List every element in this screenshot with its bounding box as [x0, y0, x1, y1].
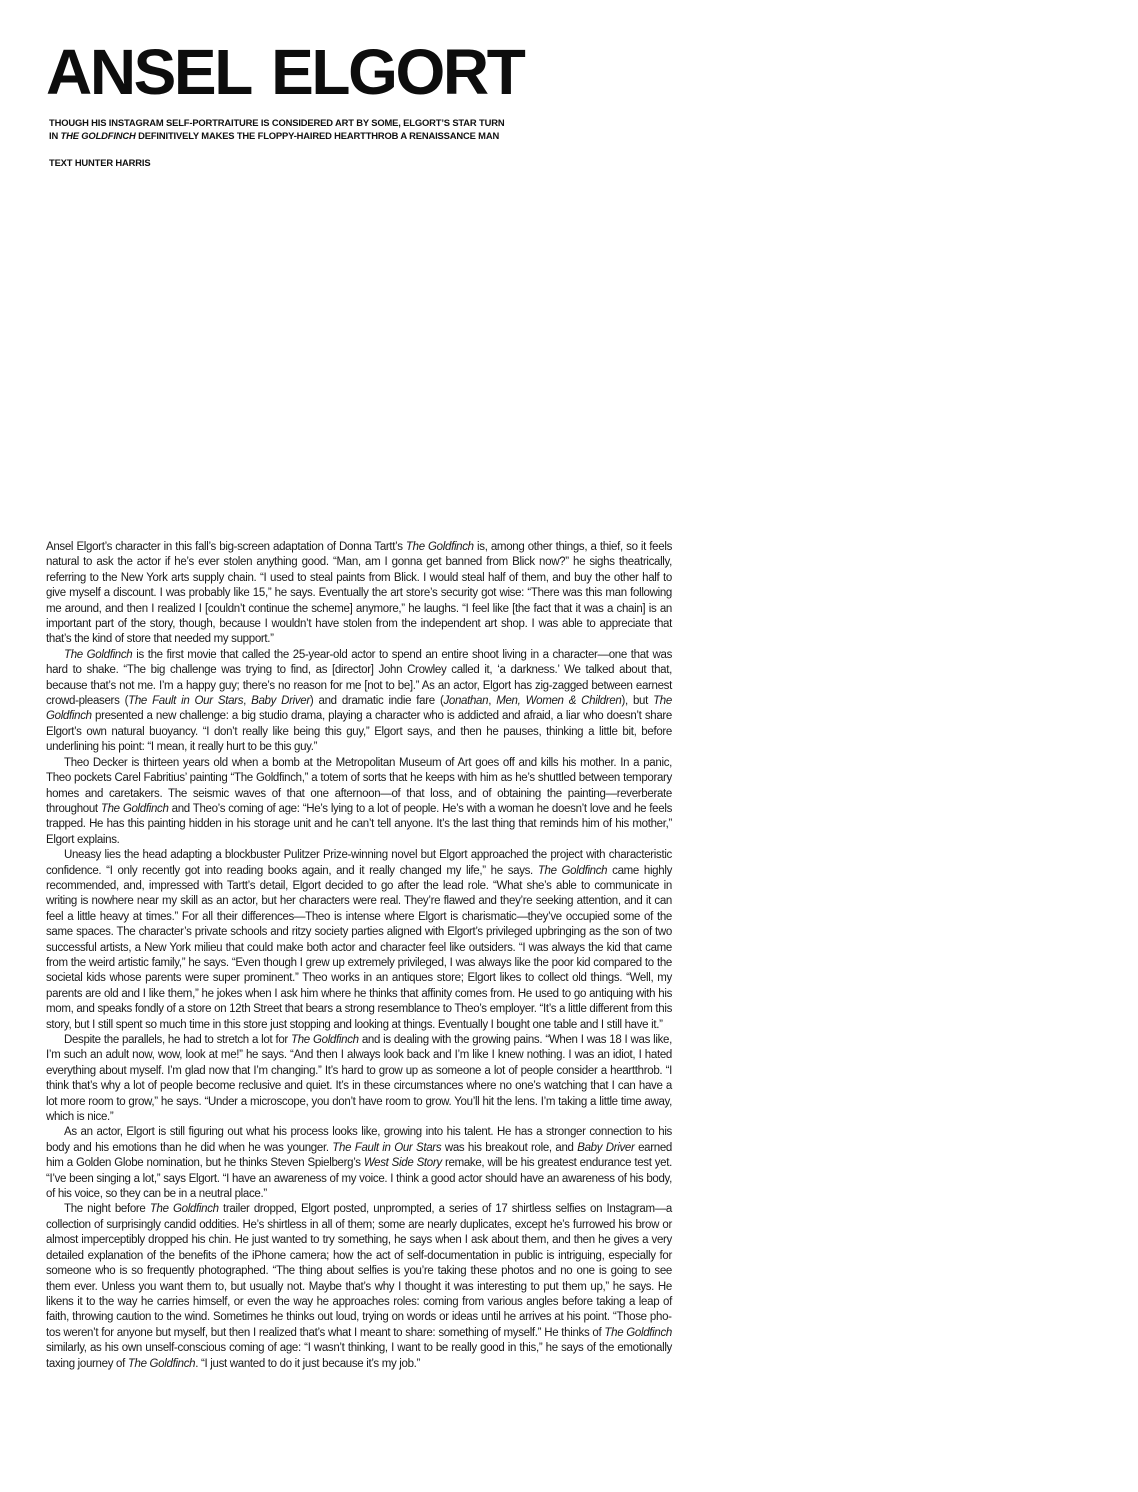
italic-title: The Goldfinch [604, 1326, 673, 1339]
text-run: ) and dramatic indie fare ( [309, 695, 444, 708]
article-paragraph [46, 1125, 672, 1202]
italic-title: The Goldfinch [127, 1357, 196, 1370]
text-run: Ansel Elgort’s character in this fall’s big-screen adaptation of Donna Tartt’s [46, 541, 406, 553]
dek-line-2-prefix: IN [49, 129, 61, 141]
italic-title: Baby Driver [251, 695, 310, 708]
italic-title: The Goldfinch [64, 648, 133, 661]
article-body [46, 540, 672, 1372]
italic-title: The Goldfinch [291, 1034, 359, 1046]
text-run: and is dealing with the growing pains. “When I was 18 I was like, I’m such an adult now, wow, look at me!” he says. “And then I always look back and I’m like I knew nothing. I was an idiot, I hated everything about myself. I’m glad now that I’m changing.” It’s hard to grow up as someone a lot of people consider a heartthrob. “I think that’s why a lot of people become reclusive and quiet. It’s in these circumstances where no one’s watching that I can have a lot more room to grow,” he says. “Under a microscope, you don’t have room to grow. You’ll hit the lens. I’m taking a little time away, which is nice.” [46, 1034, 672, 1124]
italic-title: Men, Women & Children [496, 695, 622, 708]
text-run: , [243, 695, 252, 708]
article-paragraph [46, 1202, 672, 1371]
byline: TEXT HUNTER HARRIS [49, 157, 151, 168]
text-run: is, among other things, a thief, so it feels natural to ask the actor if he’s ever stolen anything good. “Man, am I gonna get banned from Blick now?” he sighs theatrically, referring to the New York arts supply chain. “I used to steal paints from Blick. I would steal half of them, and buy the other half to give myself a discount. I was probably like 15,” he says. Eventually the art store’s security got wise: “There was this man following me around, and then I realized I [couldn’t continue the scheme] anymore,” he laughs. “I feel like [the fact that it was a chain] is an important part of the story, though, because I wouldn’t have stolen from the independent art shop. I was able to appreciate that that’s the kind of store that needed my support.” [46, 541, 673, 646]
article-paragraph [46, 848, 672, 1033]
italic-title: West Side Story [363, 1157, 442, 1170]
text-run: similarly, as his own unself-conscious coming of age: “I wasn’t thinking, I want to be really good in this,” he says of the emotionally taxing journey of [46, 1342, 672, 1370]
text-run: remake, will be his greatest endurance test yet. “I’ve been singing a lot,” says Elgort. “I have an awareness of my voice. I think a good actor should have an awareness of his body, of his voice, so they can be in a neutral place.” [46, 1157, 672, 1201]
italic-title: The Fault in Our Stars [332, 1141, 442, 1154]
text-run: was his breakout role, and [441, 1141, 578, 1154]
text-run: presented a new challenge: a big studio drama, playing a character who is addicted and afraid, a liar who doesn’t share Elgort’s own natural buoyancy. “I don’t really like being this guy,” Elgort says, and then he pauses, thinking a little bit, before underlining his point: “I mean, it really hurt to be this guy.” [46, 710, 672, 754]
dek-line-2 [49, 130, 649, 143]
article-paragraph [46, 540, 672, 648]
text-run: earned him a Golden Globe nomination, but he thinks Steven Spielberg’s [46, 1141, 672, 1170]
italic-title: Jonathan [443, 695, 489, 708]
text-run: Uneasy lies the head adapting a blockbuster Pulitzer Prize-winning novel but Elgort approached the project with characteristic confidence. “I only recently got into reading books again, and it really changed my life,” he says. [46, 849, 672, 877]
italic-title: The Goldfinch [405, 541, 474, 553]
dek-line-1: THOUGH HIS INSTAGRAM SELF-PORTRAITURE IS CONSIDERED ART BY SOME, ELGORT’S STAR TURN [49, 117, 505, 128]
article-paragraph [46, 756, 672, 848]
text-run: , [488, 695, 497, 708]
text-run: Theo Decker is thirteen years old when a bomb at the Metropolitan Museum of Art goes off and kills his mother. In a panic, Theo pockets Carel Fabritius’ painting “The Goldfinch,” a totem of sorts that he keeps with him as he’s shuttled between temporary homes and caretakers. The seismic waves of that one afternoon—of that loss, and of obtaining the painting—reverberate throughout [46, 756, 672, 815]
italic-title: The Goldfinch [100, 802, 169, 815]
text-run: . “I just wanted to do it just because it’s my job.” [195, 1357, 421, 1370]
italic-title: The Fault in Our Stars [128, 695, 244, 708]
text-run: Despite the parallels, he had to stretch a lot for [64, 1034, 292, 1046]
article-paragraph [46, 1033, 672, 1125]
text-run: As an actor, Elgort is still figuring out what his process looks like, growing into his talent. He has a stronger connection to his body and his emotions than he did when he was younger. [46, 1126, 672, 1154]
italic-title: The Goldfinch [46, 695, 672, 723]
dek-film-title: THE GOLDFINCH [60, 129, 136, 141]
italic-title: Baby Driver [577, 1141, 635, 1154]
dek-line-2-suffix: DEFINITIVELY MAKES THE FLOPPY-HAIRED HEARTTHROB A RENAISSANCE MAN [135, 129, 500, 141]
text-run: is the first movie that called the 25-year-old actor to spend an entire shoot living in a character—one that was hard to shake. “The big challenge was trying to find, as [director] John Crowley called it, ‘a darkness.’ We talked about that, because that’s not me. I’m a happy guy; there’s no reason for me [not to be].” As an actor, Elgort has zig-zagged between earnest crowd-pleasers ( [46, 648, 673, 708]
article-paragraph [46, 648, 672, 756]
text-run: The night before [64, 1203, 150, 1216]
italic-title: The Goldfinch [537, 864, 608, 877]
italic-title: The Goldfinch [149, 1203, 219, 1216]
headline: ANSEL ELGORT [46, 36, 524, 108]
text-run: came highly recommended, and, impressed with Tartt’s detail, Elgort decided to go after the lead role. “What she’s able to communicate in writing is nowhere near my skill as an actor, but her characters were real. They’re flawed and they’re seeking attention, and it can feel a little heavy at times.” For all their differences—Theo is intense where Elgort is charismatic—they’ve occupied some of the same spaces. The character’s private schools and ritzy society parties aligned with Elgort’s privileged upbringing as the son of two successful artists, a New York milieu that could make both actor and character feel like outsiders. “I was always the kid that came from the weird artistic family,” he says. “Even though I grew up extremely privileged, I was always like the poor kid compared to the societal kids whose parents were super prominent.” Theo works in an antiques store; Elgort likes to collect old things. “Well, my parents are old and I like them,” he jokes when I ask him where he thinks that affinity comes from. He used to go antiquing with his mom, and speaks fondly of a store on 12th Street that bears a strong resemblance to Theo’s employer. “It’s a little different from this story, but I still spent so much time in this store just stopping and looking at things. Eventually I bought one table and I still have it.” [46, 864, 673, 1031]
text-run: ), but [621, 695, 654, 708]
text-run: and Theo’s coming of age: “He’s lying to a lot of people. He’s with a woman he doesn’t love and he feels trapped. He has this painting hidden in his storage unit and he can’t tell anyone. It’s the last thing that reminds him of his mother,” Elgort explains. [46, 802, 673, 846]
dek [49, 117, 649, 142]
text-run: trailer dropped, Elgort posted, unprompted, a series of 17 shirtless selfies on Instagram—a collection of surprisingly candid oddities. He’s shirtless in all of them; some are nearly duplicates, except he’s furrowed his brow or almost imperceptibly dropped his chin. He just wanted to try something, he says when I ask about them, and then he gives a very detailed explanation of the benefits of the iPhone camera; how the act of self-documentation in public is intriguing, especially for someone who is so frequently photographed. “The thing about selfies is you’re taking these photos and no one is going to see them ever. Unless you want them to, but usually not. Maybe that’s why I thought it was interesting to put them up,” he says. He likens it to the way he carries himself, or even the way he approaches roles: coming from various angles before taking a leap of faith, throwing caution to the wind. Sometimes he thinks out loud, trying on words or ideas until he arrives at his point. “Those photos weren’t for anyone but myself, but then I realized that’s what I meant to share: something of myself.” He thinks of [46, 1203, 672, 1339]
